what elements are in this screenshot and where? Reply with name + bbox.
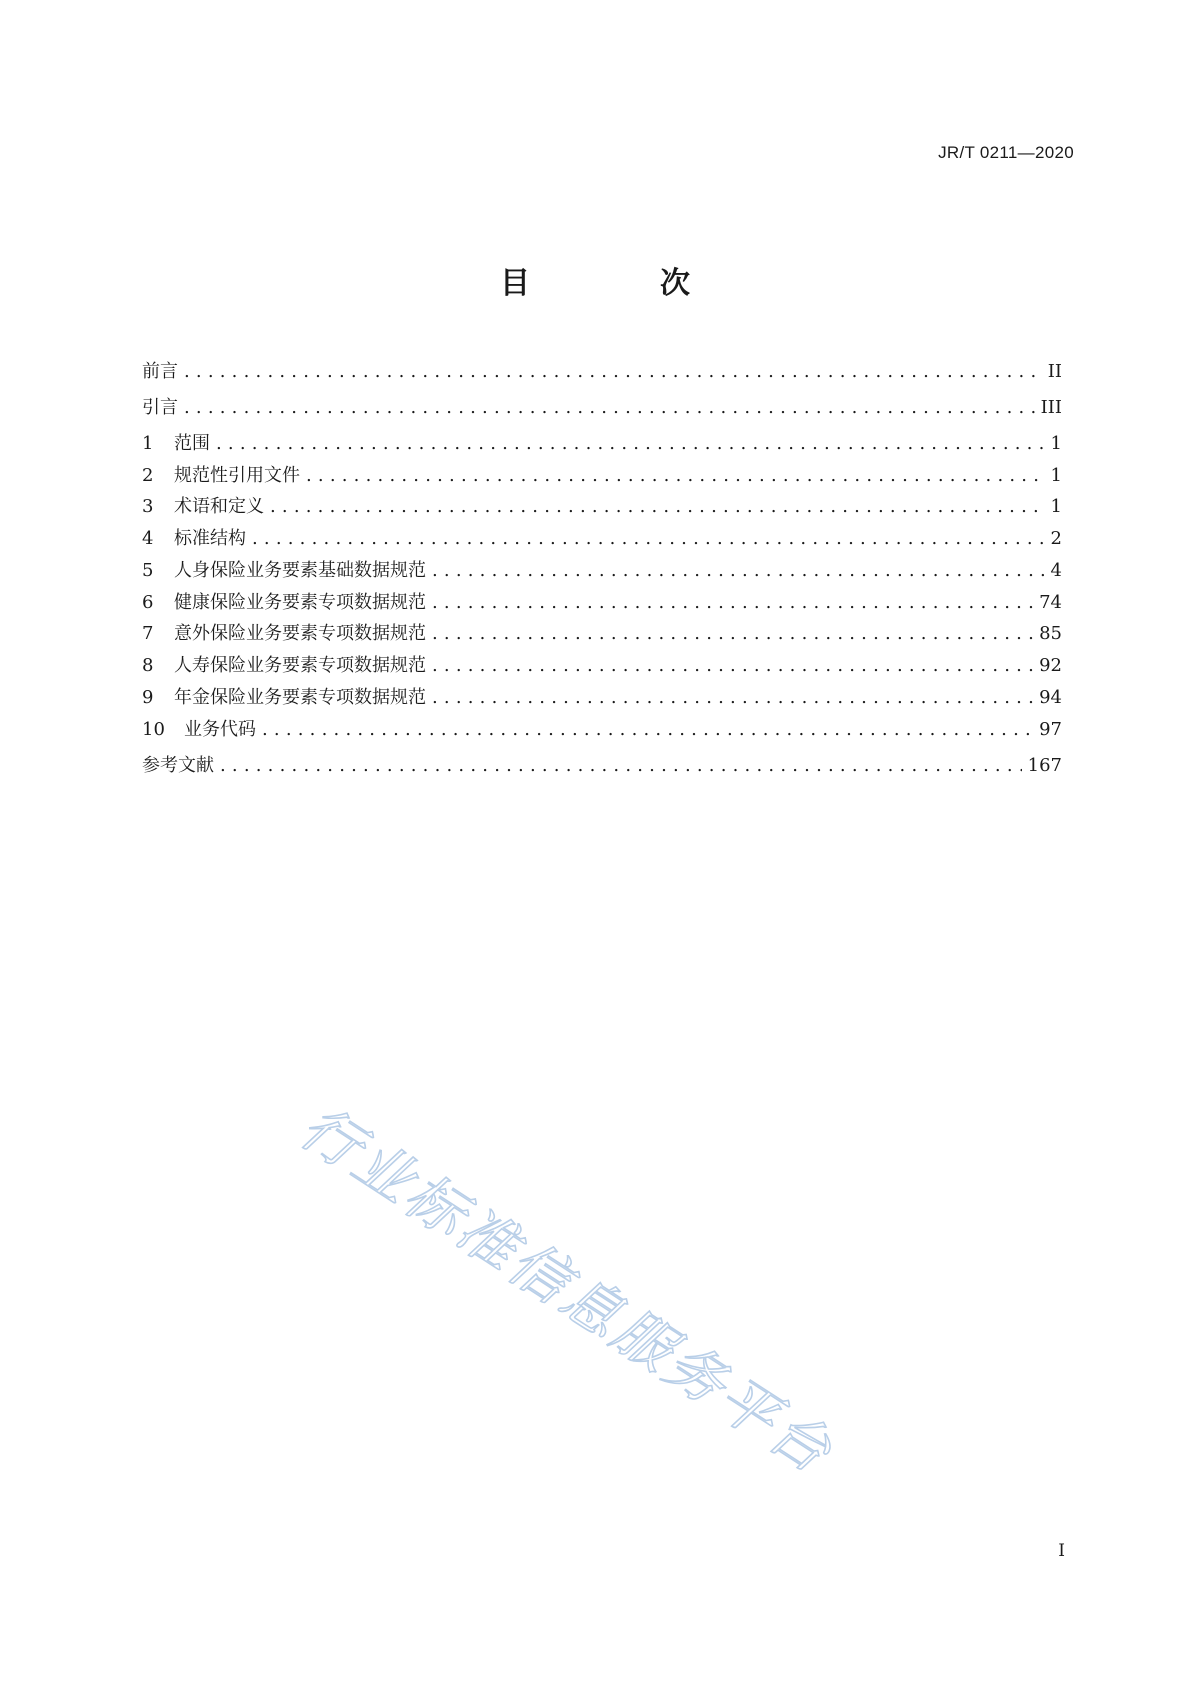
page-number: I bbox=[1058, 1541, 1065, 1561]
toc-entry-label: 前言 bbox=[142, 361, 178, 382]
toc-leader-dots bbox=[306, 462, 1045, 490]
toc-entry-3[interactable] bbox=[142, 493, 1062, 521]
toc-entry-label: 规范性引用文件 bbox=[174, 465, 300, 486]
toc-entry-2[interactable] bbox=[142, 462, 1062, 490]
toc-entry-label: 健康保险业务要素专项数据规范 bbox=[174, 592, 426, 613]
toc-entry-page: 97 bbox=[1039, 719, 1062, 740]
toc-entry-foreword[interactable] bbox=[142, 358, 1062, 386]
toc-entry-4[interactable] bbox=[142, 525, 1062, 553]
toc-entry-label: 业务代码 bbox=[184, 719, 256, 740]
toc-leader-dots bbox=[270, 493, 1045, 521]
toc-entry-page: 2 bbox=[1050, 528, 1062, 549]
toc-entry-page: 85 bbox=[1039, 623, 1062, 644]
toc-entry-10[interactable] bbox=[142, 716, 1062, 744]
toc-entry-number: 8 bbox=[142, 655, 154, 676]
toc-leader-dots bbox=[432, 589, 1033, 617]
toc-entry-label: 引言 bbox=[142, 397, 178, 418]
toc-leader-dots bbox=[252, 525, 1045, 553]
toc-entry-number: 2 bbox=[142, 465, 154, 486]
toc-leader-dots bbox=[216, 430, 1045, 458]
toc-entry-number: 3 bbox=[142, 496, 154, 517]
toc-entry-label: 年金保险业务要素专项数据规范 bbox=[174, 687, 426, 708]
toc-leader-dots bbox=[432, 652, 1033, 680]
toc-entry-9[interactable] bbox=[142, 684, 1062, 712]
toc-entry-number: 10 bbox=[142, 719, 165, 740]
toc-entry-page: 1 bbox=[1050, 465, 1062, 486]
toc-entry-label: 标准结构 bbox=[174, 528, 246, 549]
toc-entry-page: 1 bbox=[1050, 433, 1062, 454]
toc-entry-introduction[interactable] bbox=[142, 394, 1062, 422]
toc-leader-dots bbox=[184, 358, 1042, 386]
toc-entry-page: III bbox=[1040, 397, 1062, 418]
toc-entry-5[interactable] bbox=[142, 557, 1062, 585]
toc-entry-number: 1 bbox=[142, 433, 154, 454]
toc-entry-page: 94 bbox=[1039, 687, 1062, 708]
watermark: 行业标准信息服务平台 bbox=[288, 1092, 846, 1488]
toc-entry-label: 范围 bbox=[174, 433, 210, 454]
toc-entry-label: 参考文献 bbox=[142, 755, 214, 776]
toc-entry-label: 人身保险业务要素基础数据规范 bbox=[174, 560, 426, 581]
toc-entry-page: 74 bbox=[1039, 592, 1062, 613]
toc-leader-dots bbox=[432, 557, 1045, 585]
toc-entry-label: 人寿保险业务要素专项数据规范 bbox=[174, 655, 426, 676]
toc-entry-7[interactable] bbox=[142, 620, 1062, 648]
toc-entry-number: 9 bbox=[142, 687, 154, 708]
toc-entry-number: 7 bbox=[142, 623, 154, 644]
toc-leader-dots bbox=[220, 752, 1022, 780]
toc-entry-page: 4 bbox=[1050, 560, 1062, 581]
toc-entry-number: 4 bbox=[142, 528, 154, 549]
toc-entry-label: 意外保险业务要素专项数据规范 bbox=[174, 623, 426, 644]
toc-entry-1[interactable] bbox=[142, 430, 1062, 458]
toc-entry-page: II bbox=[1047, 361, 1062, 382]
page-title: 目 次 bbox=[500, 266, 740, 301]
toc-entry-6[interactable] bbox=[142, 589, 1062, 617]
toc-entry-page: 167 bbox=[1027, 755, 1062, 776]
toc-entry-number: 5 bbox=[142, 560, 154, 581]
toc-entry-page: 92 bbox=[1039, 655, 1062, 676]
toc-leader-dots bbox=[262, 716, 1033, 744]
toc-leader-dots bbox=[432, 620, 1033, 648]
document-code: JR/T 0211—2020 bbox=[938, 143, 1074, 162]
toc-entry-number: 6 bbox=[142, 592, 154, 613]
toc-entry-page: 1 bbox=[1050, 496, 1062, 517]
toc-entry-label: 术语和定义 bbox=[174, 496, 264, 517]
toc-entry-references[interactable] bbox=[142, 752, 1062, 780]
toc-leader-dots bbox=[184, 394, 1035, 422]
toc-entry-8[interactable] bbox=[142, 652, 1062, 680]
toc-leader-dots bbox=[432, 684, 1033, 712]
